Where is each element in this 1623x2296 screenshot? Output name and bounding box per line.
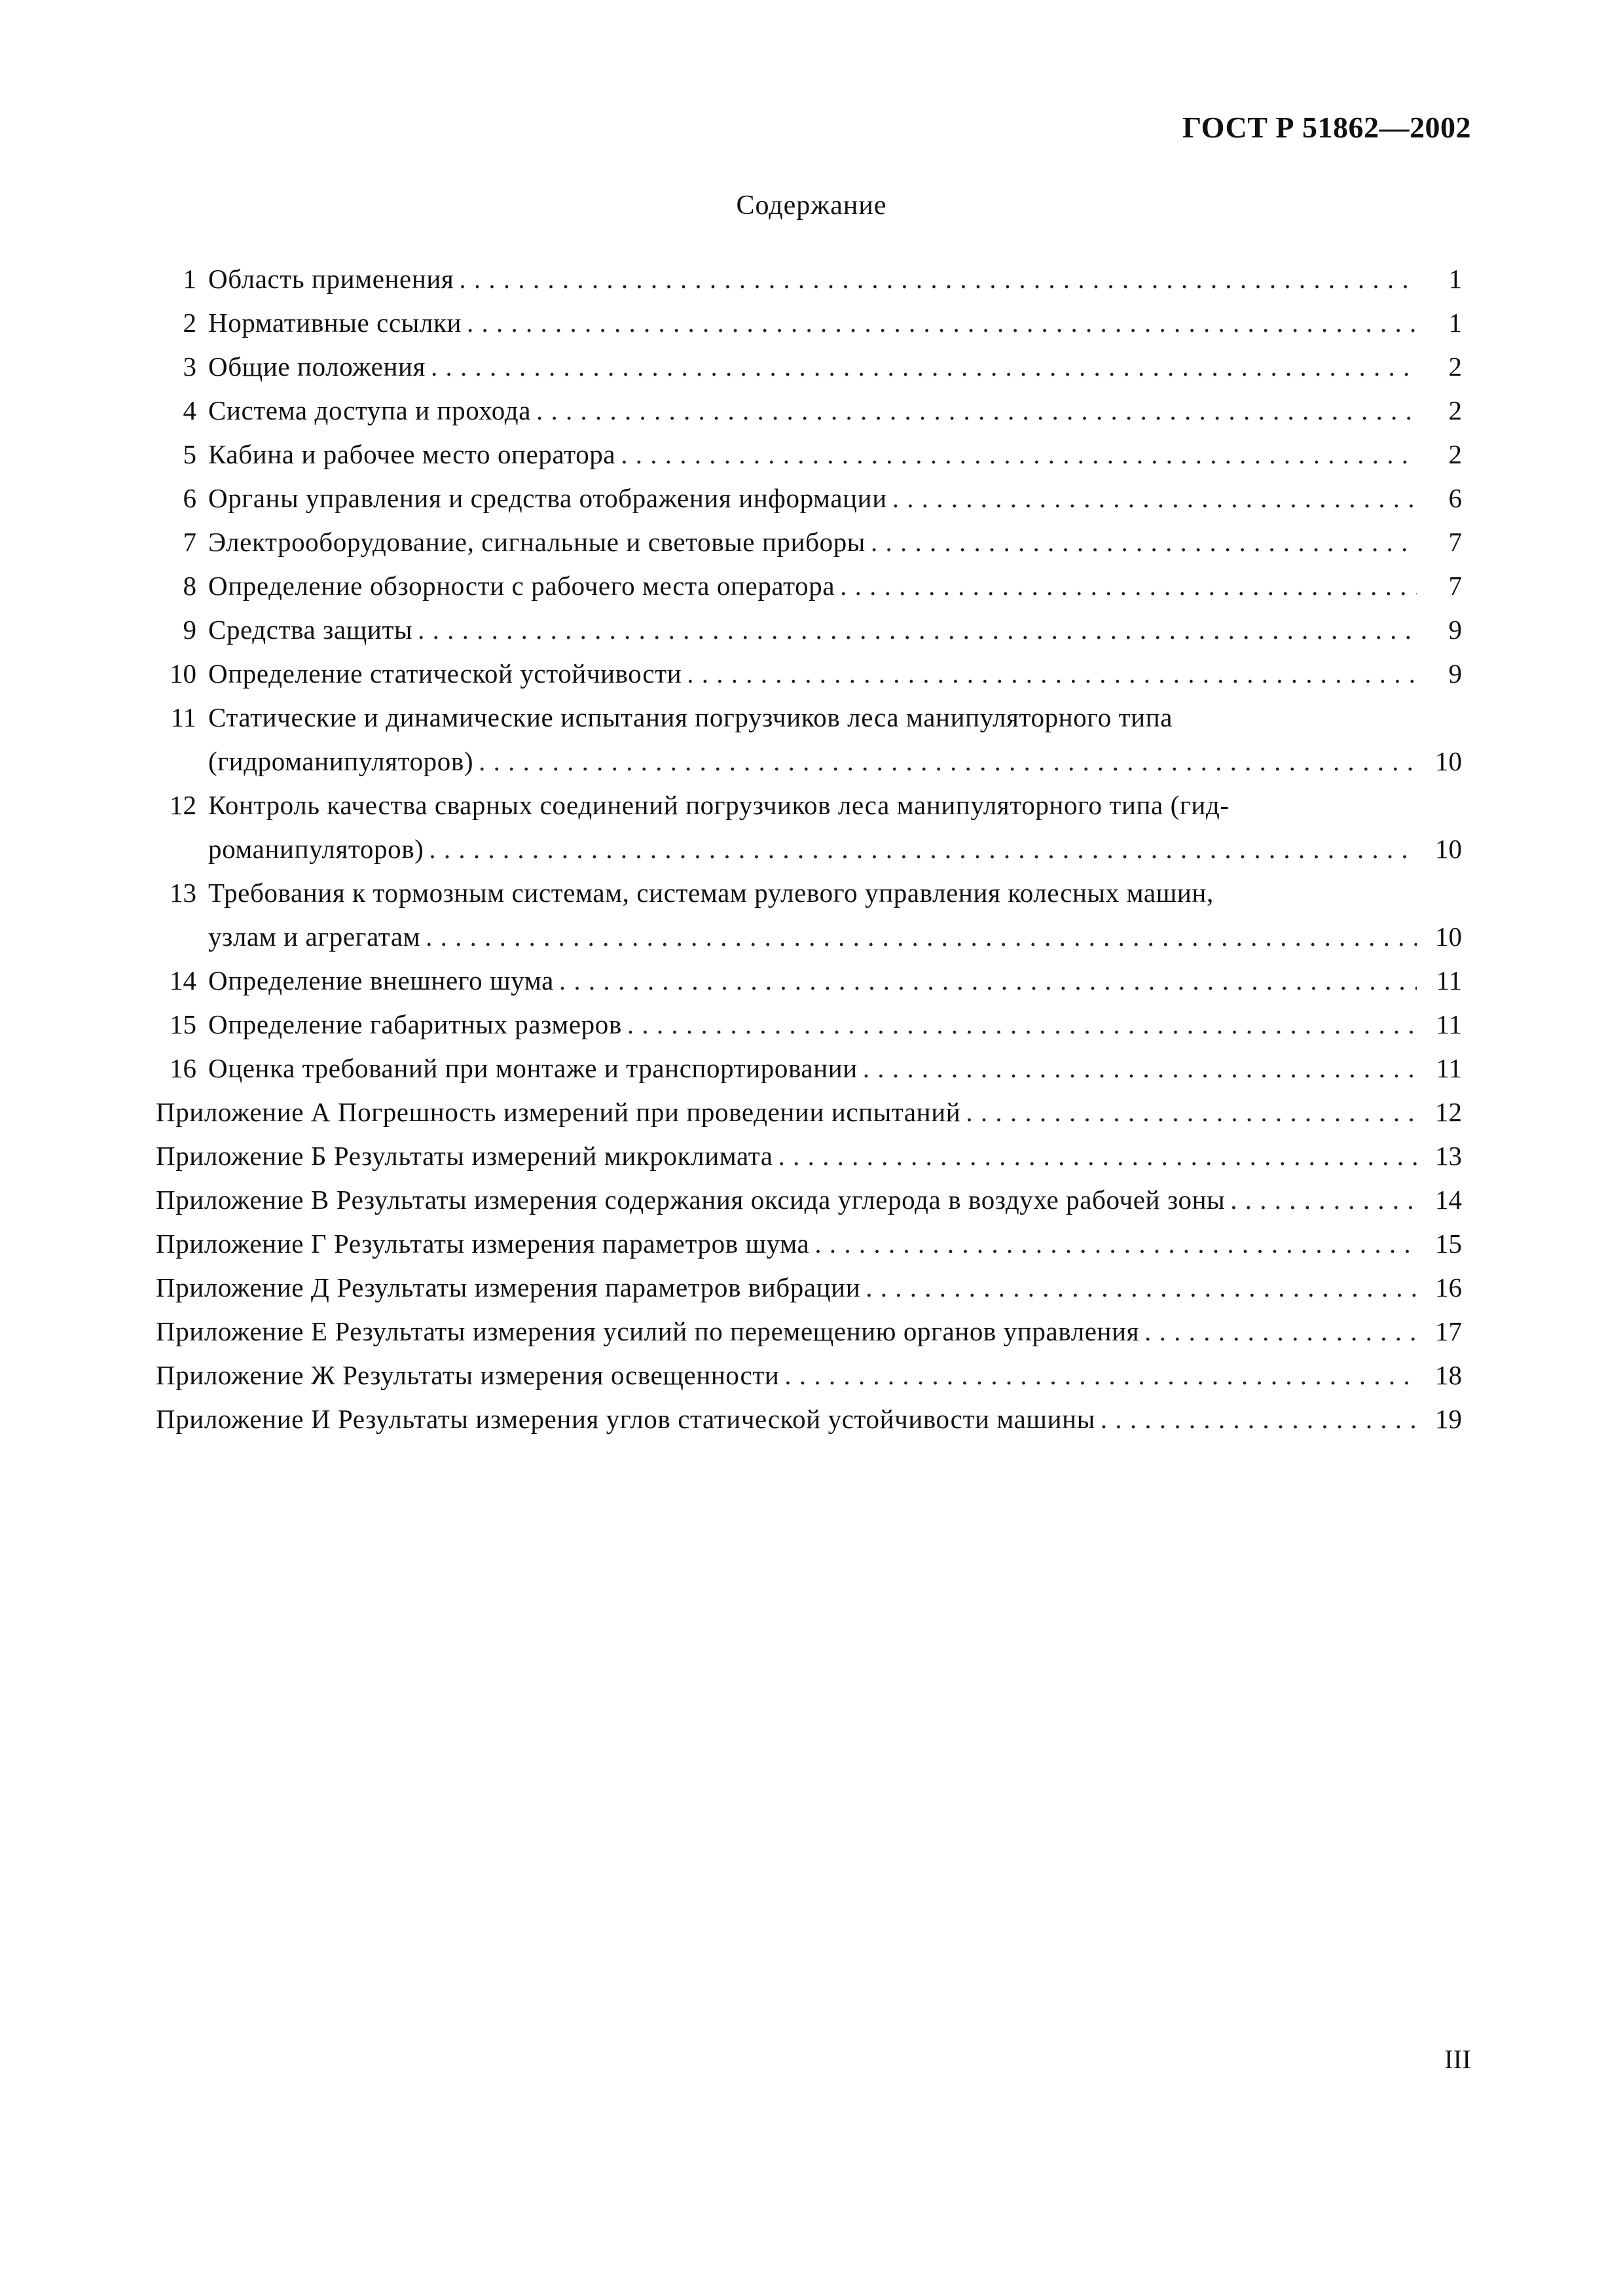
toc-entry-number: 1 [183, 264, 196, 294]
dot-leader [966, 1096, 1417, 1128]
toc-entry[interactable] [156, 382, 1462, 426]
toc-entry[interactable] [156, 338, 1462, 382]
toc-entry[interactable] [156, 645, 1462, 689]
dot-leader [814, 1228, 1417, 1259]
page-number: III [1444, 2044, 1471, 2074]
toc-title: Содержание [736, 190, 887, 221]
toc-entry-title: Оценка требований при монтаже и транспортировании [208, 1053, 858, 1083]
dot-leader [866, 1272, 1417, 1303]
toc-entry-number: 14 [170, 965, 196, 996]
toc-entry-page: 19 [1435, 1404, 1462, 1434]
dot-leader [871, 526, 1417, 558]
dot-leader [431, 351, 1417, 382]
toc-entry-title-continuation: романипуляторов) [208, 834, 424, 864]
toc-entry-number: 12 [170, 790, 196, 820]
toc-entry-title: Электрооборудование, сигнальные и световые приборы [208, 527, 866, 557]
toc-entry-page: 13 [1435, 1141, 1462, 1171]
toc-entry-title: Приложение И Результаты измерения углов статической устойчивости машины [156, 1404, 1095, 1434]
toc-entry-title: Приложение Ж Результаты измерения освещенности [156, 1360, 780, 1390]
toc-entry-continuation[interactable] [156, 908, 1462, 952]
toc-entry-title: Кабина и рабочее место оператора [208, 439, 616, 469]
toc-appendix-entry[interactable] [156, 1084, 1462, 1128]
toc-appendix-entry[interactable] [156, 1128, 1462, 1172]
toc-entry-page: 9 [1448, 658, 1462, 689]
toc-entry[interactable] [156, 601, 1462, 645]
toc-entry-title: Приложение Б Результаты измерений микроклимата [156, 1141, 773, 1171]
toc-entry-page: 11 [1436, 1009, 1462, 1039]
toc-entry[interactable] [156, 865, 1462, 908]
toc-entry-number: 2 [183, 308, 196, 338]
toc-entry-page: 12 [1435, 1097, 1462, 1127]
toc-entry[interactable] [156, 514, 1462, 558]
toc-entry[interactable] [156, 996, 1462, 1040]
toc-entry-page: 2 [1448, 351, 1462, 382]
toc-entry-number: 11 [170, 702, 196, 732]
toc-entry-title: Приложение В Результаты измерения содержания оксида углерода в воздухе рабочей зоны [156, 1185, 1226, 1215]
toc-entry-page: 10 [1435, 922, 1462, 952]
toc-entry[interactable] [156, 251, 1462, 295]
dot-leader [621, 439, 1417, 470]
dot-leader [778, 1140, 1417, 1172]
toc-entry-title: Контроль качества сварных соединений погрузчиков леса манипуляторного типа (гид- [208, 790, 1230, 820]
dot-leader [467, 307, 1417, 338]
toc-entry-number: 15 [170, 1009, 196, 1039]
toc-entry-page: 1 [1448, 308, 1462, 338]
toc-entry-title: Требования к тормозным системам, системам рулевого управления колесных машин, [208, 878, 1214, 908]
toc-entry-title-continuation: узлам и агрегатам [208, 922, 421, 952]
toc-entry-page: 11 [1436, 965, 1462, 996]
toc-entry-title-continuation: (гидроманипуляторов) [208, 746, 474, 776]
toc-entry-title: Определение габаритных размеров [208, 1009, 622, 1039]
toc-entry-title: Определение статической устойчивости [208, 658, 682, 689]
toc-entry-number: 16 [170, 1053, 196, 1083]
toc-entry-page: 9 [1448, 615, 1462, 645]
toc-entry-title: Приложение Д Результаты измерения параметров вибрации [156, 1272, 861, 1302]
toc-entry-page: 11 [1436, 1053, 1462, 1083]
toc-entry-page: 17 [1435, 1316, 1462, 1346]
toc-appendix-entry[interactable] [156, 1303, 1462, 1347]
dot-leader [627, 1009, 1417, 1040]
toc-entry-page: 10 [1435, 746, 1462, 776]
toc-entry[interactable] [156, 689, 1462, 733]
dot-leader [1230, 1184, 1417, 1215]
dot-leader [459, 263, 1417, 295]
toc-entry-page: 14 [1435, 1185, 1462, 1215]
toc-entry[interactable] [156, 295, 1462, 338]
toc-entry-page: 6 [1448, 483, 1462, 513]
dot-leader [840, 570, 1417, 601]
toc-entry-title: Органы управления и средства отображения информации [208, 483, 887, 513]
toc-entry-page: 16 [1435, 1272, 1462, 1302]
toc-entry-page: 10 [1435, 834, 1462, 864]
dot-leader [536, 395, 1417, 426]
toc-entry[interactable] [156, 470, 1462, 514]
dot-leader [479, 745, 1417, 777]
toc-entry-title: Общие положения [208, 351, 426, 382]
toc-entry-number: 7 [183, 527, 196, 557]
toc-entry-title: Средства защиты [208, 615, 413, 645]
document-code: ГОСТ Р 51862—2002 [1182, 111, 1471, 144]
toc-entry-title: Приложение А Погрешность измерений при проведении испытаний [156, 1097, 961, 1127]
toc-appendix-entry[interactable] [156, 1172, 1462, 1215]
toc-entry-page: 7 [1448, 527, 1462, 557]
dot-leader [687, 658, 1417, 689]
toc-entry-number: 10 [170, 658, 196, 689]
toc-entry-number: 9 [183, 615, 196, 645]
toc-appendix-entry[interactable] [156, 1215, 1462, 1259]
dot-leader [1101, 1403, 1417, 1435]
toc-entry-page: 15 [1435, 1229, 1462, 1259]
toc-appendix-entry[interactable] [156, 1391, 1462, 1435]
dot-leader [784, 1359, 1417, 1391]
toc-entry[interactable] [156, 1040, 1462, 1084]
toc-entry-title: Нормативные ссылки [208, 308, 462, 338]
toc-entry[interactable] [156, 558, 1462, 601]
toc-entry-title: Определение обзорности с рабочего места оператора [208, 571, 835, 601]
toc-entry-title: Определение внешнего шума [208, 965, 554, 996]
toc-entry-page: 7 [1448, 571, 1462, 601]
toc-entry-page: 18 [1435, 1360, 1462, 1390]
table-of-contents [156, 251, 1462, 1435]
toc-appendix-entry[interactable] [156, 1259, 1462, 1303]
toc-appendix-entry[interactable] [156, 1347, 1462, 1391]
dot-leader [863, 1052, 1417, 1084]
toc-entry-page: 2 [1448, 395, 1462, 425]
toc-entry-number: 8 [183, 571, 196, 601]
dot-leader [1144, 1316, 1417, 1347]
dot-leader [559, 965, 1417, 996]
toc-entry-continuation[interactable] [156, 821, 1462, 865]
toc-entry-number: 5 [183, 439, 196, 469]
toc-entry-title: Статические и динамические испытания погрузчиков леса манипуляторного типа [208, 702, 1173, 732]
toc-entry-number: 3 [183, 351, 196, 382]
dot-leader [429, 833, 1417, 865]
toc-entry-title: Область применения [208, 264, 454, 294]
toc-entry-page: 2 [1448, 439, 1462, 469]
toc-entry-continuation[interactable] [156, 733, 1462, 777]
dot-leader [418, 614, 1417, 645]
toc-entry-title: Система доступа и прохода [208, 395, 531, 425]
toc-entry[interactable] [156, 952, 1462, 996]
dot-leader [892, 482, 1417, 514]
dot-leader [426, 921, 1417, 952]
toc-entry-title: Приложение Г Результаты измерения параметров шума [156, 1229, 810, 1259]
toc-entry[interactable] [156, 777, 1462, 821]
toc-entry-title: Приложение Е Результаты измерения усилий по перемещению органов управления [156, 1316, 1140, 1346]
toc-entry-number: 6 [183, 483, 196, 513]
toc-entry-number: 4 [183, 395, 196, 425]
toc-entry[interactable] [156, 426, 1462, 470]
toc-entry-number: 13 [170, 878, 196, 908]
toc-entry-page: 1 [1448, 264, 1462, 294]
